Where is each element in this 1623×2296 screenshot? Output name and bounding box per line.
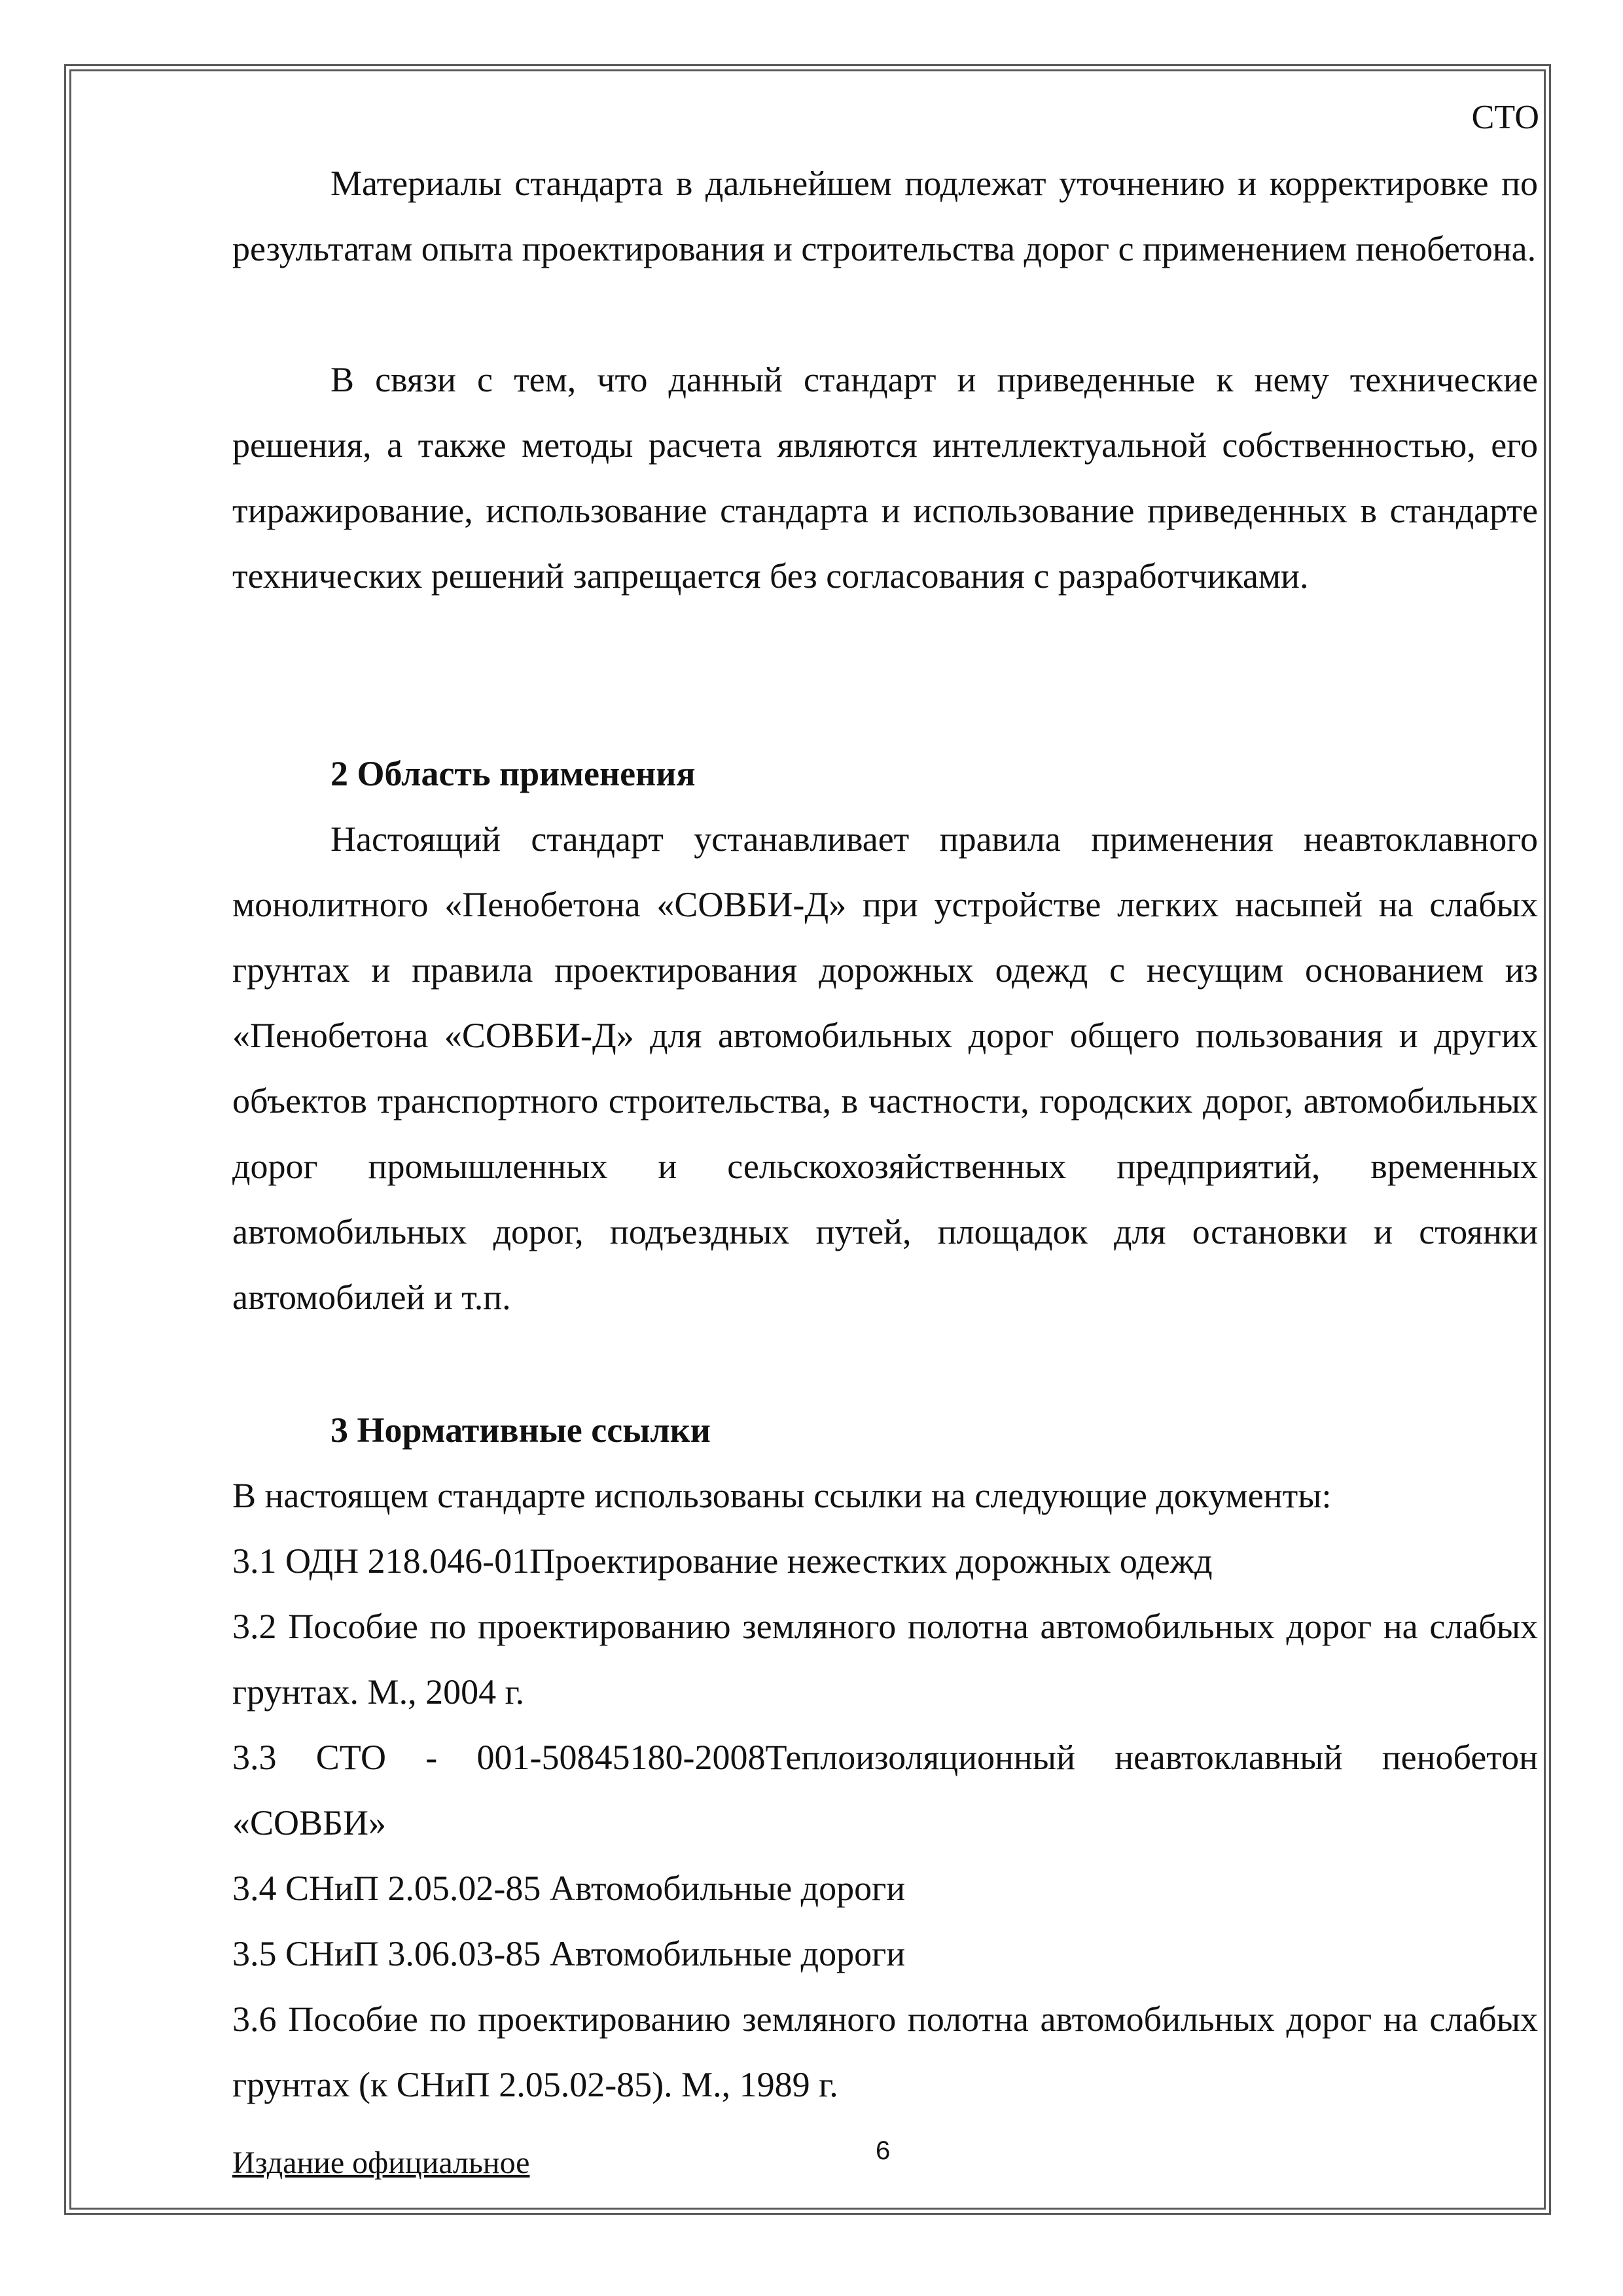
document-code-header: СТО: [1471, 99, 1539, 136]
reference-item: 3.4 СНиП 2.05.02-85 Автомобильные дороги: [232, 1869, 906, 1908]
reference-item: [232, 1528, 1538, 1594]
reference-item: 3.2 Пособие по проектированию земляного полотна автомобильных дорог на слабых грунтах. М., 2004 г.: [232, 1607, 1538, 1712]
reference-code: 3.3 СТО - 001-50845180-2008: [232, 1738, 766, 1777]
reference-item: 3.5 СНиП 3.06.03-85 Автомобильные дороги: [232, 1934, 906, 1973]
reference-item: [232, 1725, 1538, 1856]
reference-item: 3.6 Пособие по проектированию земляного полотна автомобильных дорог на слабых грунтах (к СНиП 2.05.02-85). М., 1989 г.: [232, 2000, 1538, 2104]
reference-title: Проектирование нежестких дорожных одежд: [529, 1541, 1213, 1581]
intro-paragraph-2: В связи с тем, что данный стандарт и приведенные к нему технические решения, а также методы расчета являются интеллектуальной собственностью, его тиражирование, использование стандарта и использование приведенных в стандарте технических решений запрещается без согласования с разработчиками.: [232, 360, 1538, 596]
reference-title: Теплоизоляционный неавтоклавный пенобетон «СОВБИ»: [232, 1738, 1538, 1842]
page-number: 6: [876, 2136, 891, 2165]
section-2-heading: 2 Область применения: [330, 754, 696, 793]
references-intro: В настоящем стандарте использованы ссылки на следующие документы:: [232, 1476, 1332, 1515]
official-edition-note: Издание официальное: [232, 2145, 530, 2180]
intro-paragraph-1: Материалы стандарта в дальнейшем подлежат уточнению и корректировке по результатам опыта проектирования и строительства дорог с применением пенобетона.: [232, 164, 1538, 268]
references-list: [232, 1463, 1538, 2117]
section-3-heading: 3 Нормативные ссылки: [330, 1410, 711, 1450]
reference-code: 3.1 ОДН 218.046-01: [232, 1541, 530, 1581]
section-2-body: Настоящий стандарт устанавливает правила применения неавтоклавного монолитного «Пенобетона «СОВБИ-Д» при устройстве легких насыпей на слабых грунтах и правила проектирования дорожных одежд с несущим основанием из «Пенобетона «СОВБИ-Д» для автомобильных дорог общего пользования и других объектов транспортного строительства, в частности, городских дорог, автомобильных дорог промышленных и сельскохозяйственных предприятий, временных автомобильных дорог, подъездных путей, площадок для остановки и стоянки автомобилей и т.п.: [232, 819, 1538, 1317]
